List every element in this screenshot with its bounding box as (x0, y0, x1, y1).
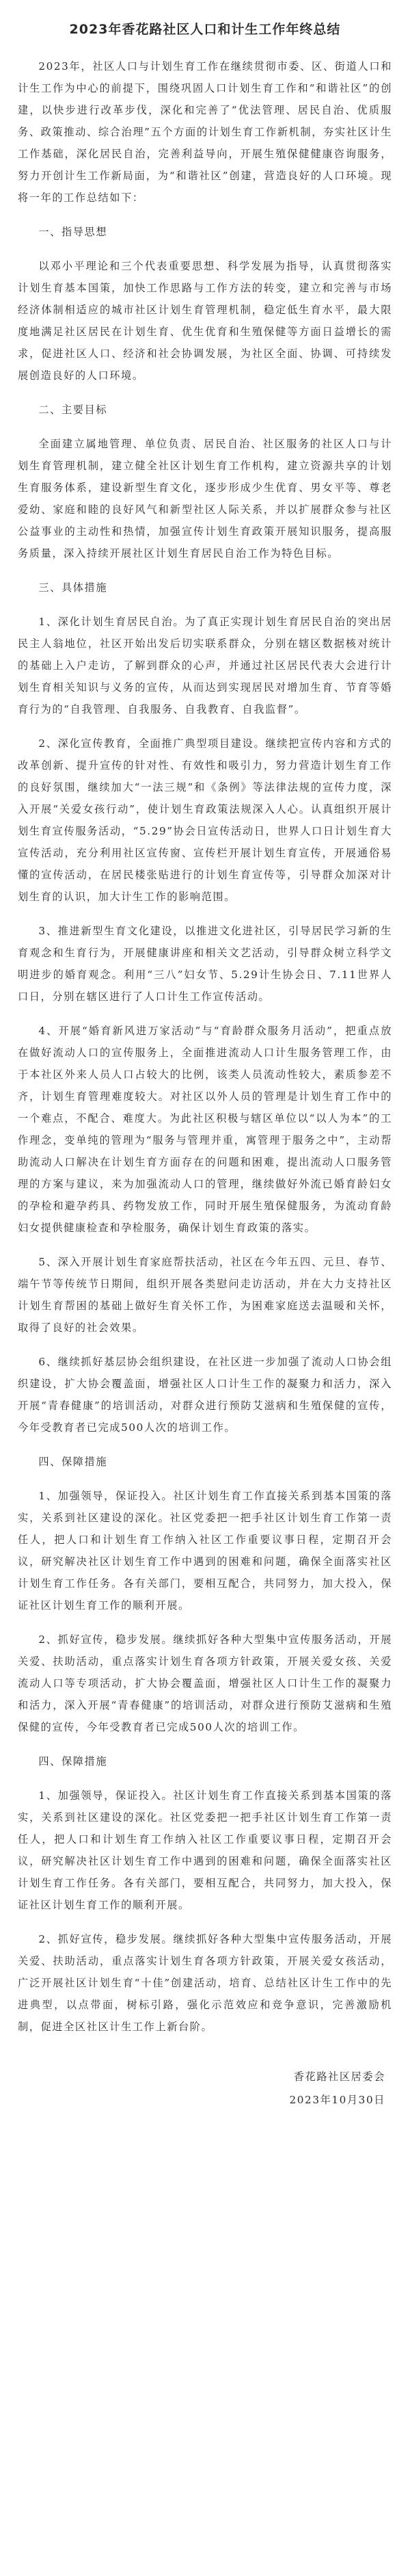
section-heading: 四、保障措施 (38, 1456, 108, 1468)
paragraph: 2023年，社区人口与计划生育工作在继续贯彻市委、区、街道人口和计生工作为中心的前提下，围绕巩固人口计划生育工作和“和谐社区”的创建，以快步进行改革步伐，深化和完善了“优法管理、居民自治、优质服务、政策推动、综合治理”五个方面的计划生育工作新机制，夯实社区计生工作基础，深化居民自治，完善利益导向，开展生殖保健健康咨询服务，努力开创计生工作新局面，为“和谐社区”创建，营造良好的人口环境。现将一年的工作总结如下： (18, 60, 392, 204)
paragraph: 2、抓好宣传，稳步发展。继续抓好各种大型集中宣传服务活动，开展关爱、扶助活动，重点落实计划生育各项方针政策，开展关爱女孩活动，广泛开展社区计划生育“十佳”创建活动，培育、总结社区计生工作中的先进典型，以点带面，树标引路，强化示范效应和竞争意识，完善激励机制，促进全区社区计生工作上新台阶。 (18, 1933, 392, 2033)
paragraph: 2、深化宣传教育，全面推广典型项目建设。继续把宣传内容和方式的改革创新、提升宣传的针对性、有效性和吸引力，努力营造计划生育工作的良好氛围，继续加大“一法三规”和《条例》等法律法规的宣传力度，深入开展“关爱女孩行动”，使计划生育政策法规深入人心。认真组织开展计划生育宣传服务活动，“5.29”协会日宣传活动日，世界人口日计划生育大宣传活动，充分利用社区宣传窗、宣传栏开展计划生育宣传，开展通俗易懂的宣传活动，在居民楼张贴进行的计划生育宣传等，引导群众加深对计划生育的认识，加大计生工作的影响范围。 (18, 737, 392, 903)
section-heading: 三、具体措施 (38, 581, 108, 594)
signature-block (18, 2065, 392, 2112)
paragraph: 1、深化计划生育居民自治。为了真正实现计划生育居民自治的突出居民主人翁地位，社区开始出发后切实联系群众，分别在辖区数据核对统计的基础上入户走访，了解到群众的心声，并通过社区居民代表大会进行计划生育相关知识与义务的宣传，从而达到实现居民对增加生育、节育等婚育行为的“自我管理、自我服务、自我教育、自我监督”。 (18, 616, 392, 715)
signature-org: 香花路社区居委会 (293, 2071, 385, 2083)
paragraph: 以邓小平理论和三个代表重要思想、科学发展为指导，认真贯彻落实计划生育基本国策，加快工作思路与工作方法的转变，建立和完善与市场经济体制相适应的城市社区计划生育管理机制，稳定低生育水平，最大限度地满足社区居民在计划生育、优生优育和生殖保健等方面日益增长的需求，促进社区人口、经济和社会协调发展，为社区全面、协调、可持续发展创造良好的人口环境。 (18, 260, 392, 382)
section-heading: 二、主要目标 (38, 404, 108, 416)
paragraph: 全面建立属地管理、单位负责、居民自治、社区服务的社区人口与计划生育管理机制，建立健全社区计划生育工作机构，建立资源共享的计划生育服务体系，建设新型生育文化，逐步形成少生优育、男女平等、尊老爱幼、家庭和睦的良好风气和新型社区人际关系，并以扩展群众参与社区公益事业的主动性和热情，加强宣传计划生育政策开展知识服务，提高服务质量，深入持续开展社区计划生育居民自治工作为特色目标。 (18, 438, 392, 560)
paragraph: 3、推进新型生育文化建设，以推进文化进社区，引导居民学习新的生育观念和生育行为，开展健康讲座和相关文艺活动，引导群众树立科学文明进步的婚育观念。利用“三八”妇女节、5.29计生协会日、7.11世界人口日，分别在辖区进行了人口计生工作宣传活动。 (18, 925, 392, 1003)
paragraph: 2、抓好宣传，稳步发展。继续抓好各种大型集中宣传服务活动，开展关爱、扶助活动，重点落实计划生育各项方针政策，开展关爱女孩、关爱流动人口等专项活动，扩大协会覆盖面，增强社区人口计生工作的凝聚力和活力，深入开展“青春健康”的培训活动，对群众进行预防艾滋病和生殖保健的宣传，今年受教育者已完成500人次的培训工作。 (18, 1633, 392, 1733)
paragraph: 1、加强领导，保证投入。社区计划生育工作直接关系到基本国策的落实，关系到社区建设的深化。社区党委把一把手社区计划生育工作第一责任人，把人口和计划生育工作纳入社区工作重要议事日程，定期召开会议，研究解决社区计划生育工作中遇到的困难和问题，确保全面落实社区计划生育工作任务。各有关部门，要相互配合，共同努力，加大投入，保证社区计划生育工作的顺利开展。 (18, 1490, 392, 1612)
paragraph: 1、加强领导，保证投入。社区计划生育工作直接关系到基本国策的落实，关系到社区建设的深化。社区党委把一把手社区计划生育工作第一责任人，把人口和计划生育工作纳入社区工作重要议事日程，定期召开会议，研究解决社区计划生育工作中遇到的困难和问题，确保全面落实社区计划生育工作任务。各有关部门，要相互配合，共同努力，加大投入，保证社区计划生育工作的顺利开展。 (18, 1789, 392, 1911)
section-heading: 一、指导思想 (38, 226, 108, 238)
document-body (18, 55, 392, 2038)
document-title: 2023年香花路社区人口和计生工作年终总结 (69, 22, 341, 37)
signature-date: 2023年10月30日 (289, 2094, 385, 2106)
paragraph: 5、深入开展计划生育家庭帮扶活动，社区在今年五四、元旦、春节、端午节等传统节日期间，组织开展各类慰问走访活动，并在大力支持社区计划生育帮困的基础上做好生育关怀工作，为困难家庭送去温暖和关怀，取得了良好的社会效果。 (18, 1256, 392, 1334)
paragraph: 6、继续抓好基层协会组织建设，在社区进一步加强了流动人口协会组织建设，扩大协会覆盖面，增强社区人口计生工作的凝聚力和活力，深入开展“青春健康”的培训活动，对群众进行预防艾滋病和生殖保健的宣传，今年受教育者已完成500人次的培训工作。 (18, 1356, 392, 1434)
section-heading: 四、保障措施 (38, 1755, 108, 1767)
paragraph: 4、开展“婚育新风进万家活动”与“育龄群众服务月活动”，把重点放在做好流动人口的宣传服务上，全面推进流动人口计生服务管理工作，由于本社区外来人员人口占较大的比例，该类人员流动性较大，素质参差不齐，计划生育管理难度较大。对社区以外人员的管理是计划生育工作中的一个难点，不配合、难度大。为此社区积极与辖区单位以“以人为本”的工作理念，变单纯的管理为“服务与管理并重，寓管理于服务之中”，主动帮助流动人口解决在计划生育方面存在的问题和困难，提出流动人口服务管理的方案与建议，来为加强流动人口的管理，继续做好外流已婚育龄妇女的孕检和避孕药具、药物发放工作，同时开展生殖保健服务，为流动育龄妇女提供健康检查和孕检服务，确保计划生育政策的落实。 (18, 1025, 392, 1234)
